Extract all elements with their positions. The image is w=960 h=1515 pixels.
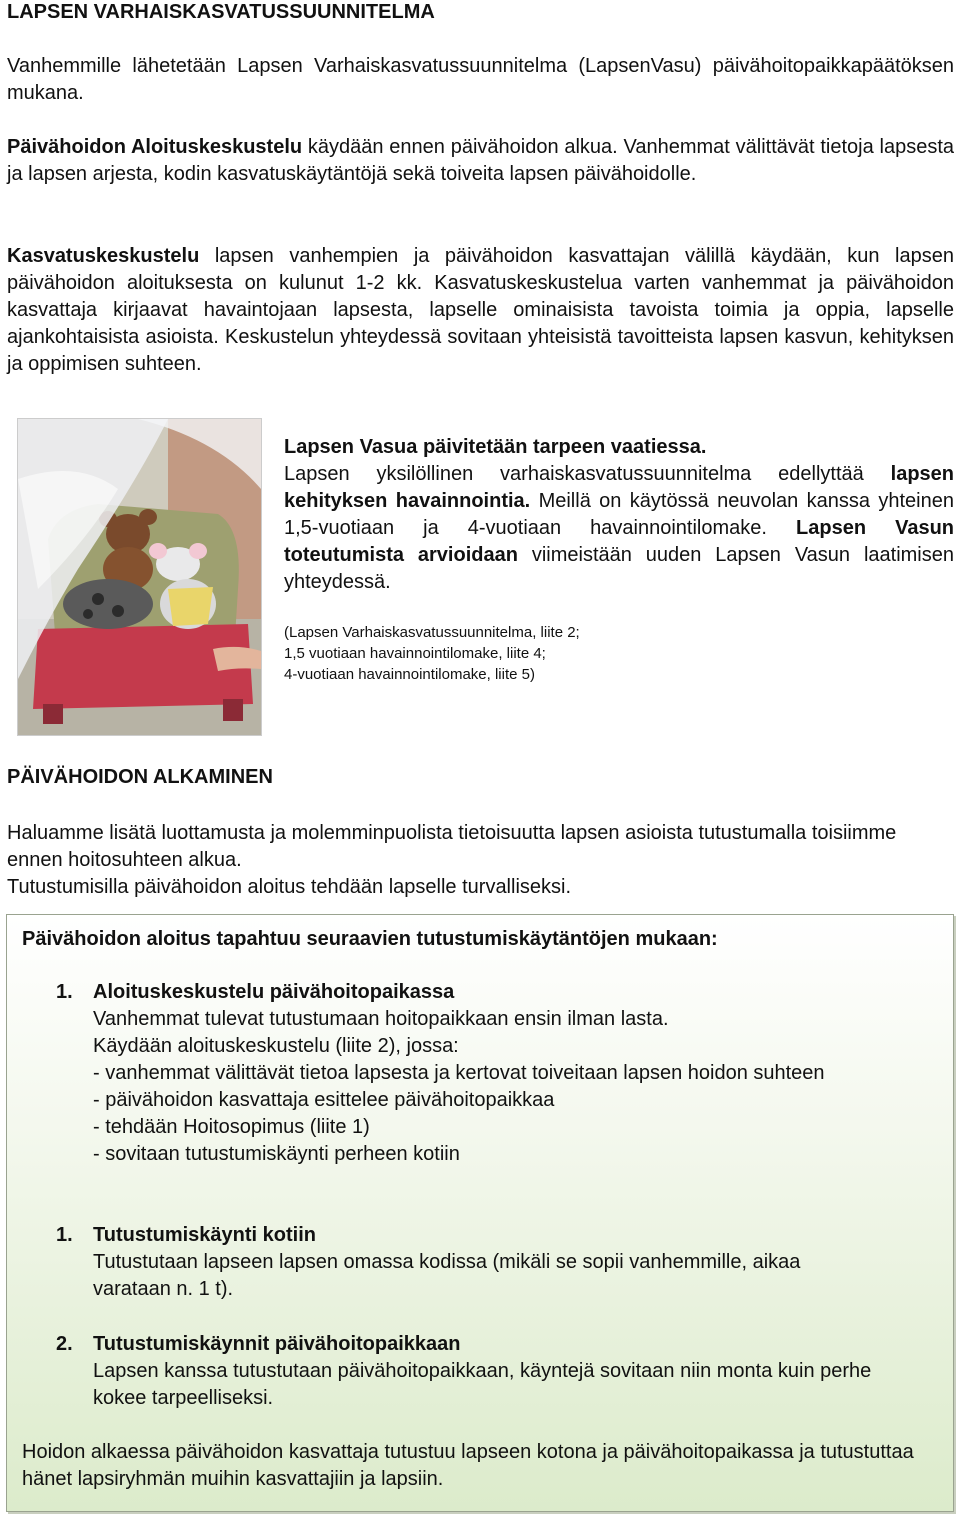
photo-illustration bbox=[18, 419, 261, 735]
practice-body bbox=[93, 979, 943, 1168]
vasu-text-3: viimeistään uuden Lapsen Vasun laatimisen yhteydessä. bbox=[284, 544, 954, 593]
section-paragraph-1: Haluamme lisätä luottamusta ja molemminpuolista tietoisuutta lapsen asioista tutustumalla toisiimme ennen hoitosuhteen alkua. bbox=[7, 822, 897, 871]
reference-line: 4-vuotiaan havainnointilomake, liite 5) bbox=[284, 666, 535, 683]
practices-box bbox=[6, 914, 954, 1512]
kasvatuskeskustelu-paragraph bbox=[7, 243, 954, 378]
aloituskeskustelu-paragraph bbox=[7, 134, 954, 188]
page-title: LAPSEN VARHAISKASVATUSSUUNNITELMA bbox=[7, 1, 435, 23]
vasu-text-2: Meillä on käytössä neuvolan kanssa yhteinen 1,5-vuotiaan ja 4-vuotiaan havainnointilomake. bbox=[284, 490, 954, 539]
attachment-references bbox=[284, 622, 580, 685]
vasu-paragraph bbox=[284, 434, 954, 596]
practice-line: Tutustutaan lapseen lapsen omassa kodissa (mikäli se sopii vanhemmille, aikaa varataan n. 1 t). bbox=[93, 1251, 801, 1300]
kasvatuskeskustelu-text: lapsen vanhempien ja päivähoidon kasvattajan välillä käydään, kun lapsen päivähoidon aloituksesta on kulunut 1-2 kk. Kasvatuskeskustelua varten vanhemmat ja päivähoidon kasvattaja kirjaavat havaintojaan lapsesta, lapselle ominaisista tavoista toimia ja oppia, lapselle ajankohtaisista asioista. Keskustelun yhteydessä sovitaan yhteisistä tavoitteista lapsen kasvun, kehityksen ja oppimisen suhteen. bbox=[7, 245, 954, 375]
practice-number: 1. bbox=[56, 1224, 73, 1246]
section-title: PÄIVÄHOIDON ALKAMINEN bbox=[7, 766, 273, 788]
practices-box-heading: Päivähoidon aloitus tapahtuu seuraavien tutustumiskäytäntöjen mukaan: bbox=[22, 928, 718, 950]
aloituskeskustelu-term: Päivähoidon Aloituskeskustelu bbox=[7, 136, 303, 158]
practice-line: - vanhemmat välittävät tietoa lapsesta ja kertovat toiveitaan lapsen hoidon suhteen bbox=[93, 1062, 825, 1084]
vasu-bold-2: Lapsen Vasun toteutumista arvioidaan bbox=[284, 517, 954, 566]
practice-line: - päivähoidon kasvattaja esittelee päivähoitopaikkaa bbox=[93, 1089, 555, 1111]
vasu-text-1: Lapsen yksilöllinen varhaiskasvatussuunnitelma edellyttää bbox=[284, 463, 891, 485]
practice-body bbox=[93, 1331, 913, 1412]
practice-number: 1. bbox=[56, 981, 73, 1003]
practice-title: Aloituskeskustelu päivähoitopaikassa bbox=[93, 981, 455, 1003]
practice-line: - sovitaan tutustumiskäynti perheen kotiin bbox=[93, 1143, 460, 1165]
practice-line: Vanhemmat tulevat tutustumaan hoitopaikkaan ensin ilman lasta. bbox=[93, 1008, 669, 1030]
kasvatuskeskustelu-term: Kasvatuskeskustelu bbox=[7, 245, 200, 267]
reference-line: 1,5 vuotiaan havainnointilomake, liite 4; bbox=[284, 645, 546, 662]
intro-paragraph: Vanhemmille lähetetään Lapsen Varhaiskasvatussuunnitelma (LapsenVasu) päivähoitopaikkapäätöksen mukana. bbox=[7, 55, 954, 104]
vasu-bold-1: lapsen kehityksen havainnointia. bbox=[284, 463, 954, 512]
practice-title: Tutustumiskäynnit päivähoitopaikkaan bbox=[93, 1333, 461, 1355]
practice-line: Lapsen kanssa tutustutaan päivähoitopaikkaan, käyntejä sovitaan niin monta kuin perhe kokee tarpeelliseksi. bbox=[93, 1360, 872, 1409]
vasu-heading: Lapsen Vasua päivitetään tarpeen vaatiessa. bbox=[284, 436, 707, 458]
practice-number: 2. bbox=[56, 1333, 73, 1355]
aloituskeskustelu-text: käydään ennen päivähoidon alkua. Vanhemmat välittävät tietoja lapsesta ja lapsen arjesta, kodin kasvatuskäytäntöjä sekä toiveita lapsen päivähoidolle. bbox=[7, 136, 955, 185]
practice-title: Tutustumiskäynti kotiin bbox=[93, 1224, 316, 1246]
practice-body bbox=[93, 1222, 883, 1303]
practice-line: Käydään aloituskeskustelu (liite 2), jossa: bbox=[93, 1035, 459, 1057]
practice-line: - tehdään Hoitosopimus (liite 1) bbox=[93, 1116, 370, 1138]
section-paragraph-2: Tutustumisilla päivähoidon aloitus tehdään lapselle turvalliseksi. bbox=[7, 876, 572, 898]
reference-line: (Lapsen Varhaiskasvatussuunnitelma, liite 2; bbox=[284, 624, 580, 641]
practices-box-footer: Hoidon alkaessa päivähoidon kasvattaja tutustuu lapseen kotona ja päivähoitopaikassa ja tutustuttaa hänet lapsiryhmän muihin kasvattajiin ja lapsiin. bbox=[22, 1441, 914, 1490]
plush-toys-photo bbox=[17, 418, 262, 736]
